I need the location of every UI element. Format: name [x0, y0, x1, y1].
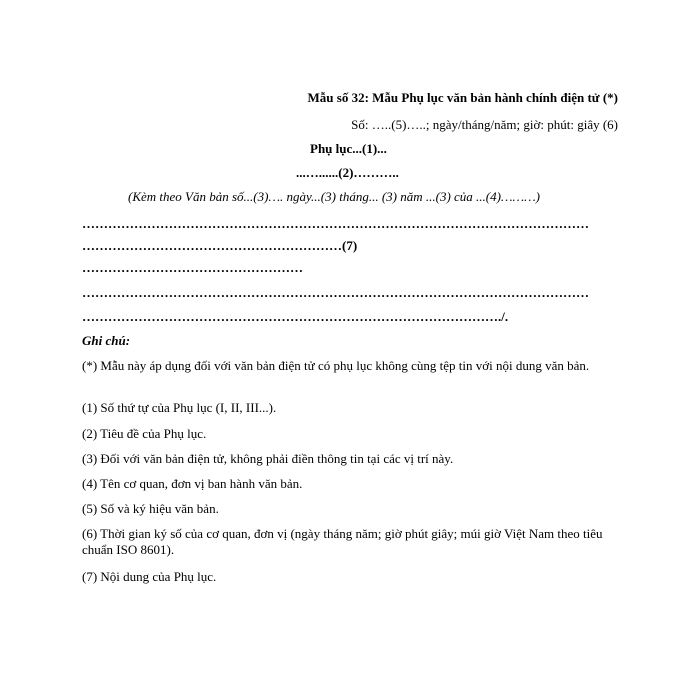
content-dots-line: ……………………………………………………………………………………./.	[82, 309, 509, 324]
content-dots-line: ………………………………………………………………………………………………………	[82, 285, 589, 300]
content-dots-line: ……………………………………………	[82, 260, 303, 275]
appendix-subtitle: ...…......(2)………..	[296, 165, 399, 180]
appendix-title: Phụ lục...(1)...	[310, 141, 387, 156]
note-item: (5) Số và ký hiệu văn bản.	[82, 501, 219, 516]
attached-document-note: (Kèm theo Văn bản số...(3)…. ngày...(3) tháng... (3) năm ...(3) của ...(4)………)	[128, 189, 540, 204]
note-item: (1) Số thứ tự của Phụ lục (I, II, III...).	[82, 400, 277, 415]
note-item: (4) Tên cơ quan, đơn vị ban hành văn bản.	[82, 476, 303, 491]
content-dots-line: ……………………………………………………(7)	[82, 238, 358, 253]
note-item: (6) Thời gian ký số của cơ quan, đơn vị (ngày tháng năm; giờ phút giây; múi giờ Việt Nam theo tiêu chuẩn ISO 8601).	[82, 526, 603, 557]
note-item: (2) Tiêu đề của Phụ lục.	[82, 426, 207, 441]
note-item: (7) Nội dung của Phụ lục.	[82, 569, 217, 584]
form-title: Mẫu số 32: Mẫu Phụ lục văn bản hành chính điện tử (*)	[307, 90, 618, 105]
notes-heading: Ghi chú:	[82, 333, 131, 348]
note-item: (3) Đối với văn bản điện tử, không phải điền thông tin tại các vị trí này.	[82, 451, 454, 466]
content-dots-line: ………………………………………………………………………………………………………	[82, 216, 589, 231]
note-item: (*) Mẫu này áp dụng đối với văn bản điện tử có phụ lục không cùng tệp tin với nội dung văn bản.	[82, 358, 590, 373]
document-number-line: Số: …..(5)…..; ngày/tháng/năm; giờ: phút: giây (6)	[351, 117, 618, 132]
